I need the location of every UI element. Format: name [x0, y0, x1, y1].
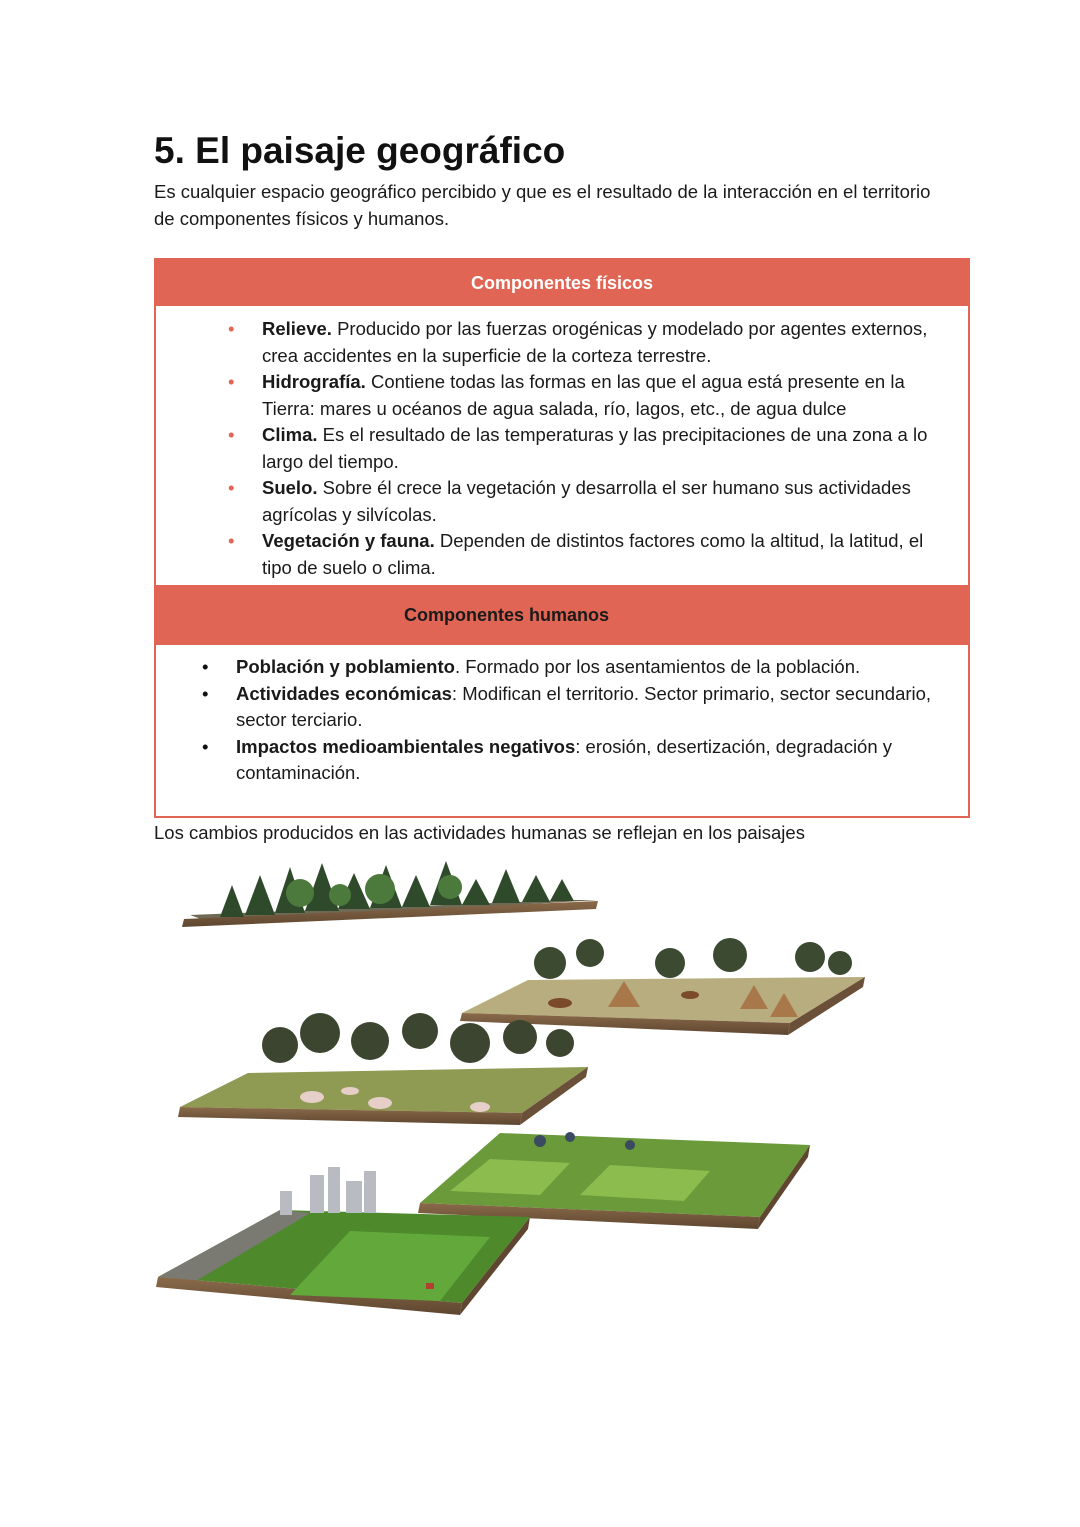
- components-table: [154, 258, 970, 818]
- list-item: [202, 654, 942, 681]
- list-item: [228, 316, 948, 369]
- item-term: Relieve.: [262, 318, 332, 339]
- item-text: Producido por las fuerzas orogénicas y modelado por agentes externos, crea accidentes en la superficie de la corteza terrestre.: [262, 318, 928, 366]
- item-text: Dependen de distintos factores como la altitud, la latitud, el tipo de suelo o clima.: [262, 530, 924, 578]
- item-term: Suelo.: [262, 477, 318, 498]
- list-item: [228, 422, 948, 475]
- forest-tile: [182, 861, 598, 927]
- page-title: 5. El paisaje geográfico: [154, 130, 566, 171]
- pasture-tile: [178, 1013, 588, 1125]
- item-text: : Modifican el territorio. Sector primario, sector secundario, sector terciario.: [236, 682, 932, 730]
- list-item: [202, 734, 942, 787]
- item-term: Clima.: [262, 424, 318, 445]
- physical-components-list: [228, 316, 948, 581]
- item-text: . Formado por los asentamientos de la población.: [454, 656, 861, 677]
- list-item: [228, 369, 948, 422]
- item-text: Sobre él crece la vegetación y desarrolla el ser humano sus actividades agrícolas y silvícolas.: [262, 477, 911, 525]
- item-term: Impactos medioambientales negativos: [236, 735, 576, 757]
- item-term: Actividades económicas: [236, 682, 452, 704]
- item-term: Vegetación y fauna.: [262, 530, 435, 551]
- physical-components-header: Componentes físicos: [156, 260, 968, 306]
- human-components-header: Componentes humanos: [156, 585, 968, 645]
- list-item: [228, 528, 948, 581]
- list-item: [202, 681, 942, 734]
- farmland-tile: [418, 1132, 810, 1229]
- item-text: Es el resultado de las temperaturas y las precipitaciones de una zona a lo largo del tiempo.: [262, 424, 928, 472]
- list-item: [228, 475, 948, 528]
- caption: Los cambios producidos en las actividades humanas se reflejan en los paisajes: [154, 822, 805, 843]
- intro-paragraph: Es cualquier espacio geográfico percibido y que es el resultado de la interacción en el territorio de componentes físicos y humanos.: [154, 181, 931, 229]
- item-term: Población y poblamiento: [236, 656, 455, 677]
- human-components-list: [202, 654, 942, 787]
- landscape-evolution-illustration: [150, 845, 880, 1325]
- item-term: Hidrografía.: [262, 371, 366, 392]
- item-text: : erosión, desertización, degradación y contaminación.: [236, 735, 893, 783]
- item-text: Contiene todas las formas en las que el agua está presente en la Tierra: mares u océanos de agua salada, río, lagos, etc., de agua dulce: [262, 371, 905, 419]
